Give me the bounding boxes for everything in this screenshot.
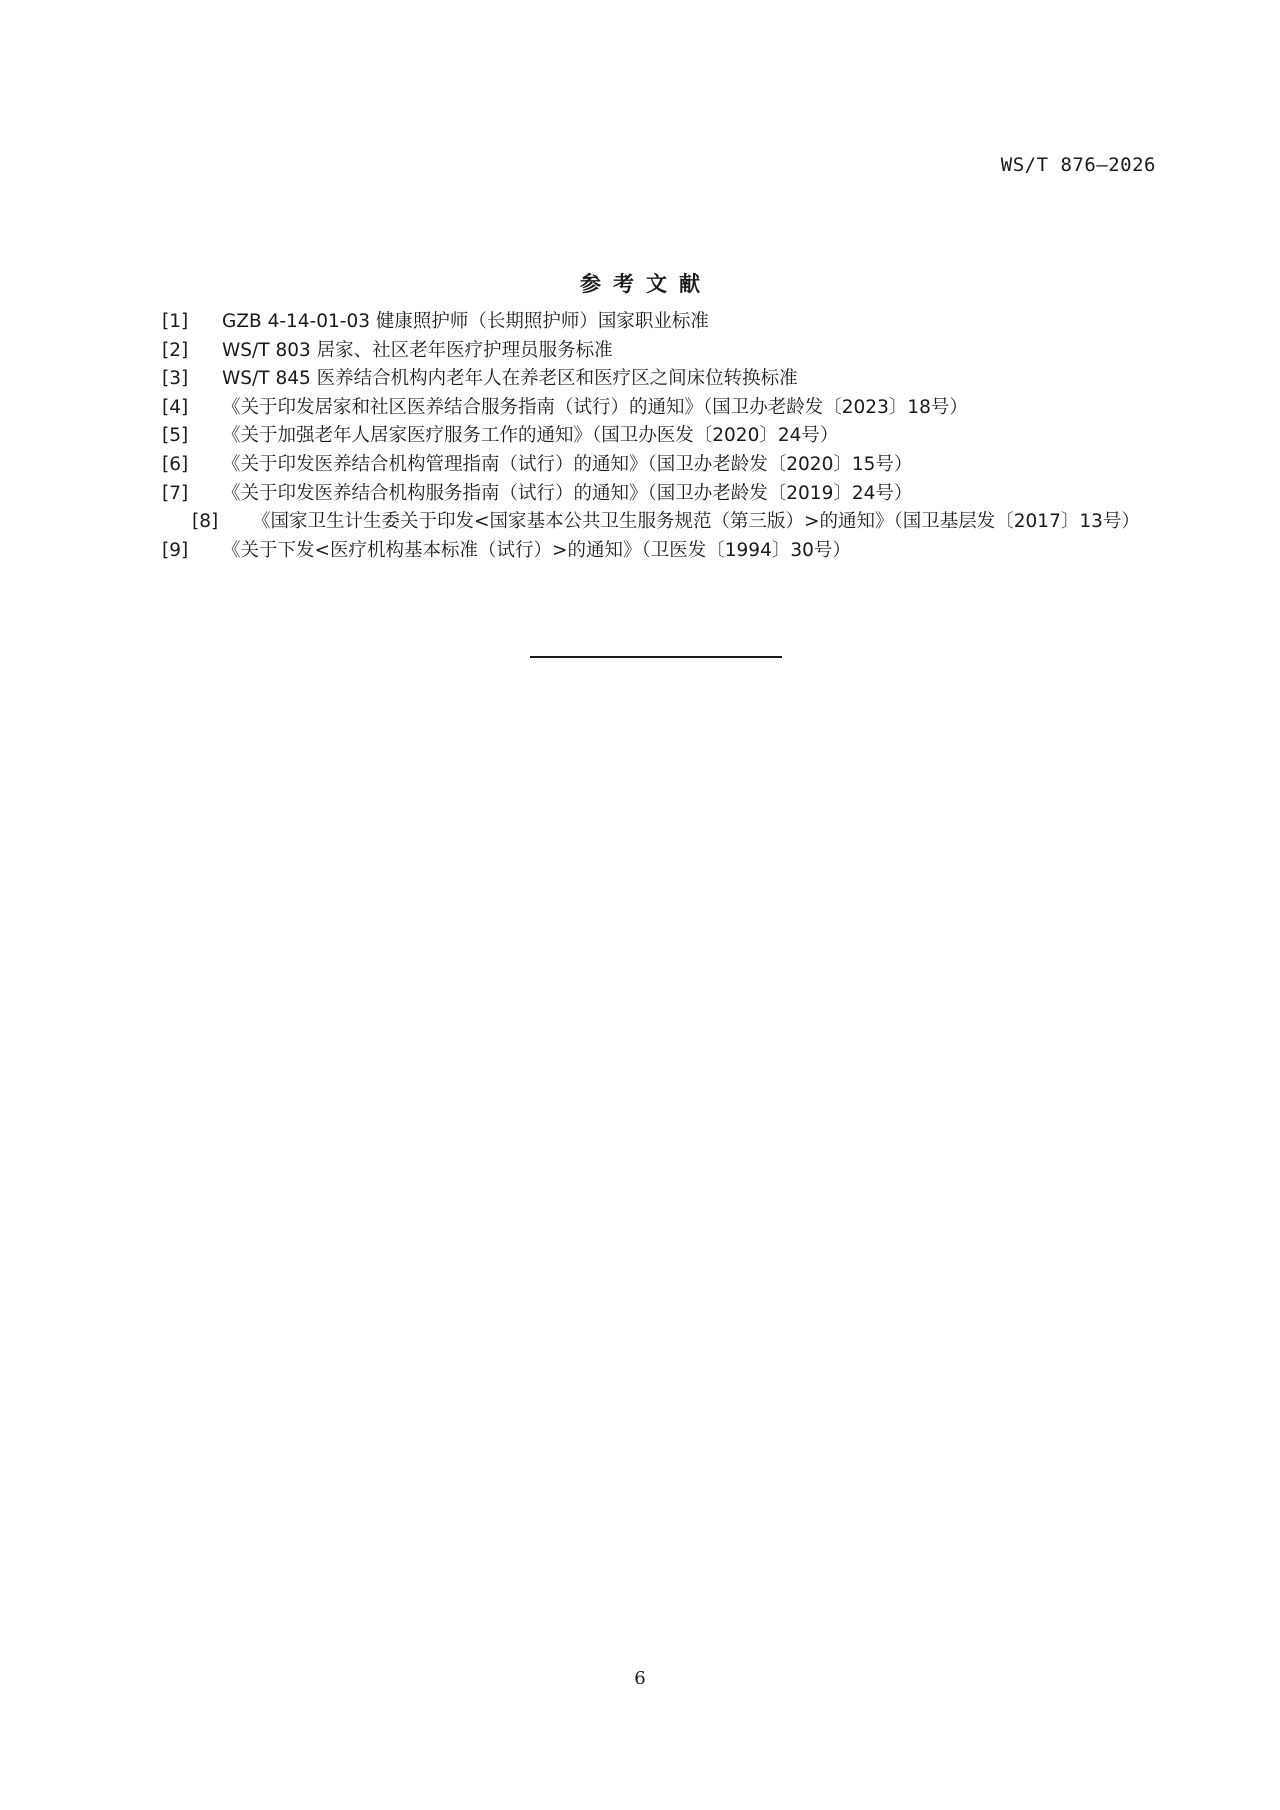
reference-text: WS/T 803 居家、社区老年医疗护理员服务标准 <box>222 339 613 361</box>
reference-number: [4] <box>162 396 189 418</box>
section-title: 参考文献 <box>580 272 712 296</box>
reference-item <box>162 308 1160 337</box>
reference-item <box>156 508 1160 537</box>
reference-number: [5] <box>162 425 189 447</box>
reference-text: 《关于印发医养结合机构服务指南（试行）的通知》（国卫办老龄发〔2019〕24号） <box>222 482 913 504</box>
reference-text: 《关于加强老年人居家医疗服务工作的通知》（国卫办医发〔2020〕24号） <box>222 425 839 447</box>
reference-item <box>162 422 1160 451</box>
reference-item <box>162 394 1160 423</box>
document-code: WS/T 876—2026 <box>1000 154 1156 176</box>
reference-number: [6] <box>162 453 189 475</box>
reference-number: [2] <box>162 339 189 361</box>
reference-text: 《关于印发居家和社区医养结合服务指南（试行）的通知》（国卫办老龄发〔2023〕18号） <box>222 396 968 418</box>
reference-number: [3] <box>162 368 189 390</box>
reference-text: 《国家卫生计生委关于印发<国家基本公共卫生服务规范（第三版）>的通知》（国卫基层发〔2017〕13号） <box>252 511 1140 533</box>
page-number: 6 <box>634 1668 646 1689</box>
end-divider <box>530 656 782 658</box>
reference-text: 《关于印发医养结合机构管理指南（试行）的通知》（国卫办老龄发〔2020〕15号） <box>222 453 913 475</box>
reference-item <box>162 365 1160 394</box>
reference-text: 《关于下发<医疗机构基本标准（试行）>的通知》（卫医发〔1994〕30号） <box>222 539 851 561</box>
reference-number: [9] <box>162 539 189 561</box>
reference-number: [8] <box>192 511 219 533</box>
reference-text: GZB 4-14-01-03 健康照护师（长期照护师）国家职业标准 <box>222 311 709 332</box>
reference-list <box>162 308 1160 565</box>
reference-text: WS/T 845 医养结合机构内老年人在养老区和医疗区之间床位转换标准 <box>222 368 798 390</box>
reference-number: [7] <box>162 482 189 504</box>
reference-item <box>162 337 1160 366</box>
reference-number: [1] <box>162 311 189 332</box>
reference-item <box>162 451 1160 480</box>
reference-item <box>162 537 1160 566</box>
reference-item <box>162 480 1160 509</box>
